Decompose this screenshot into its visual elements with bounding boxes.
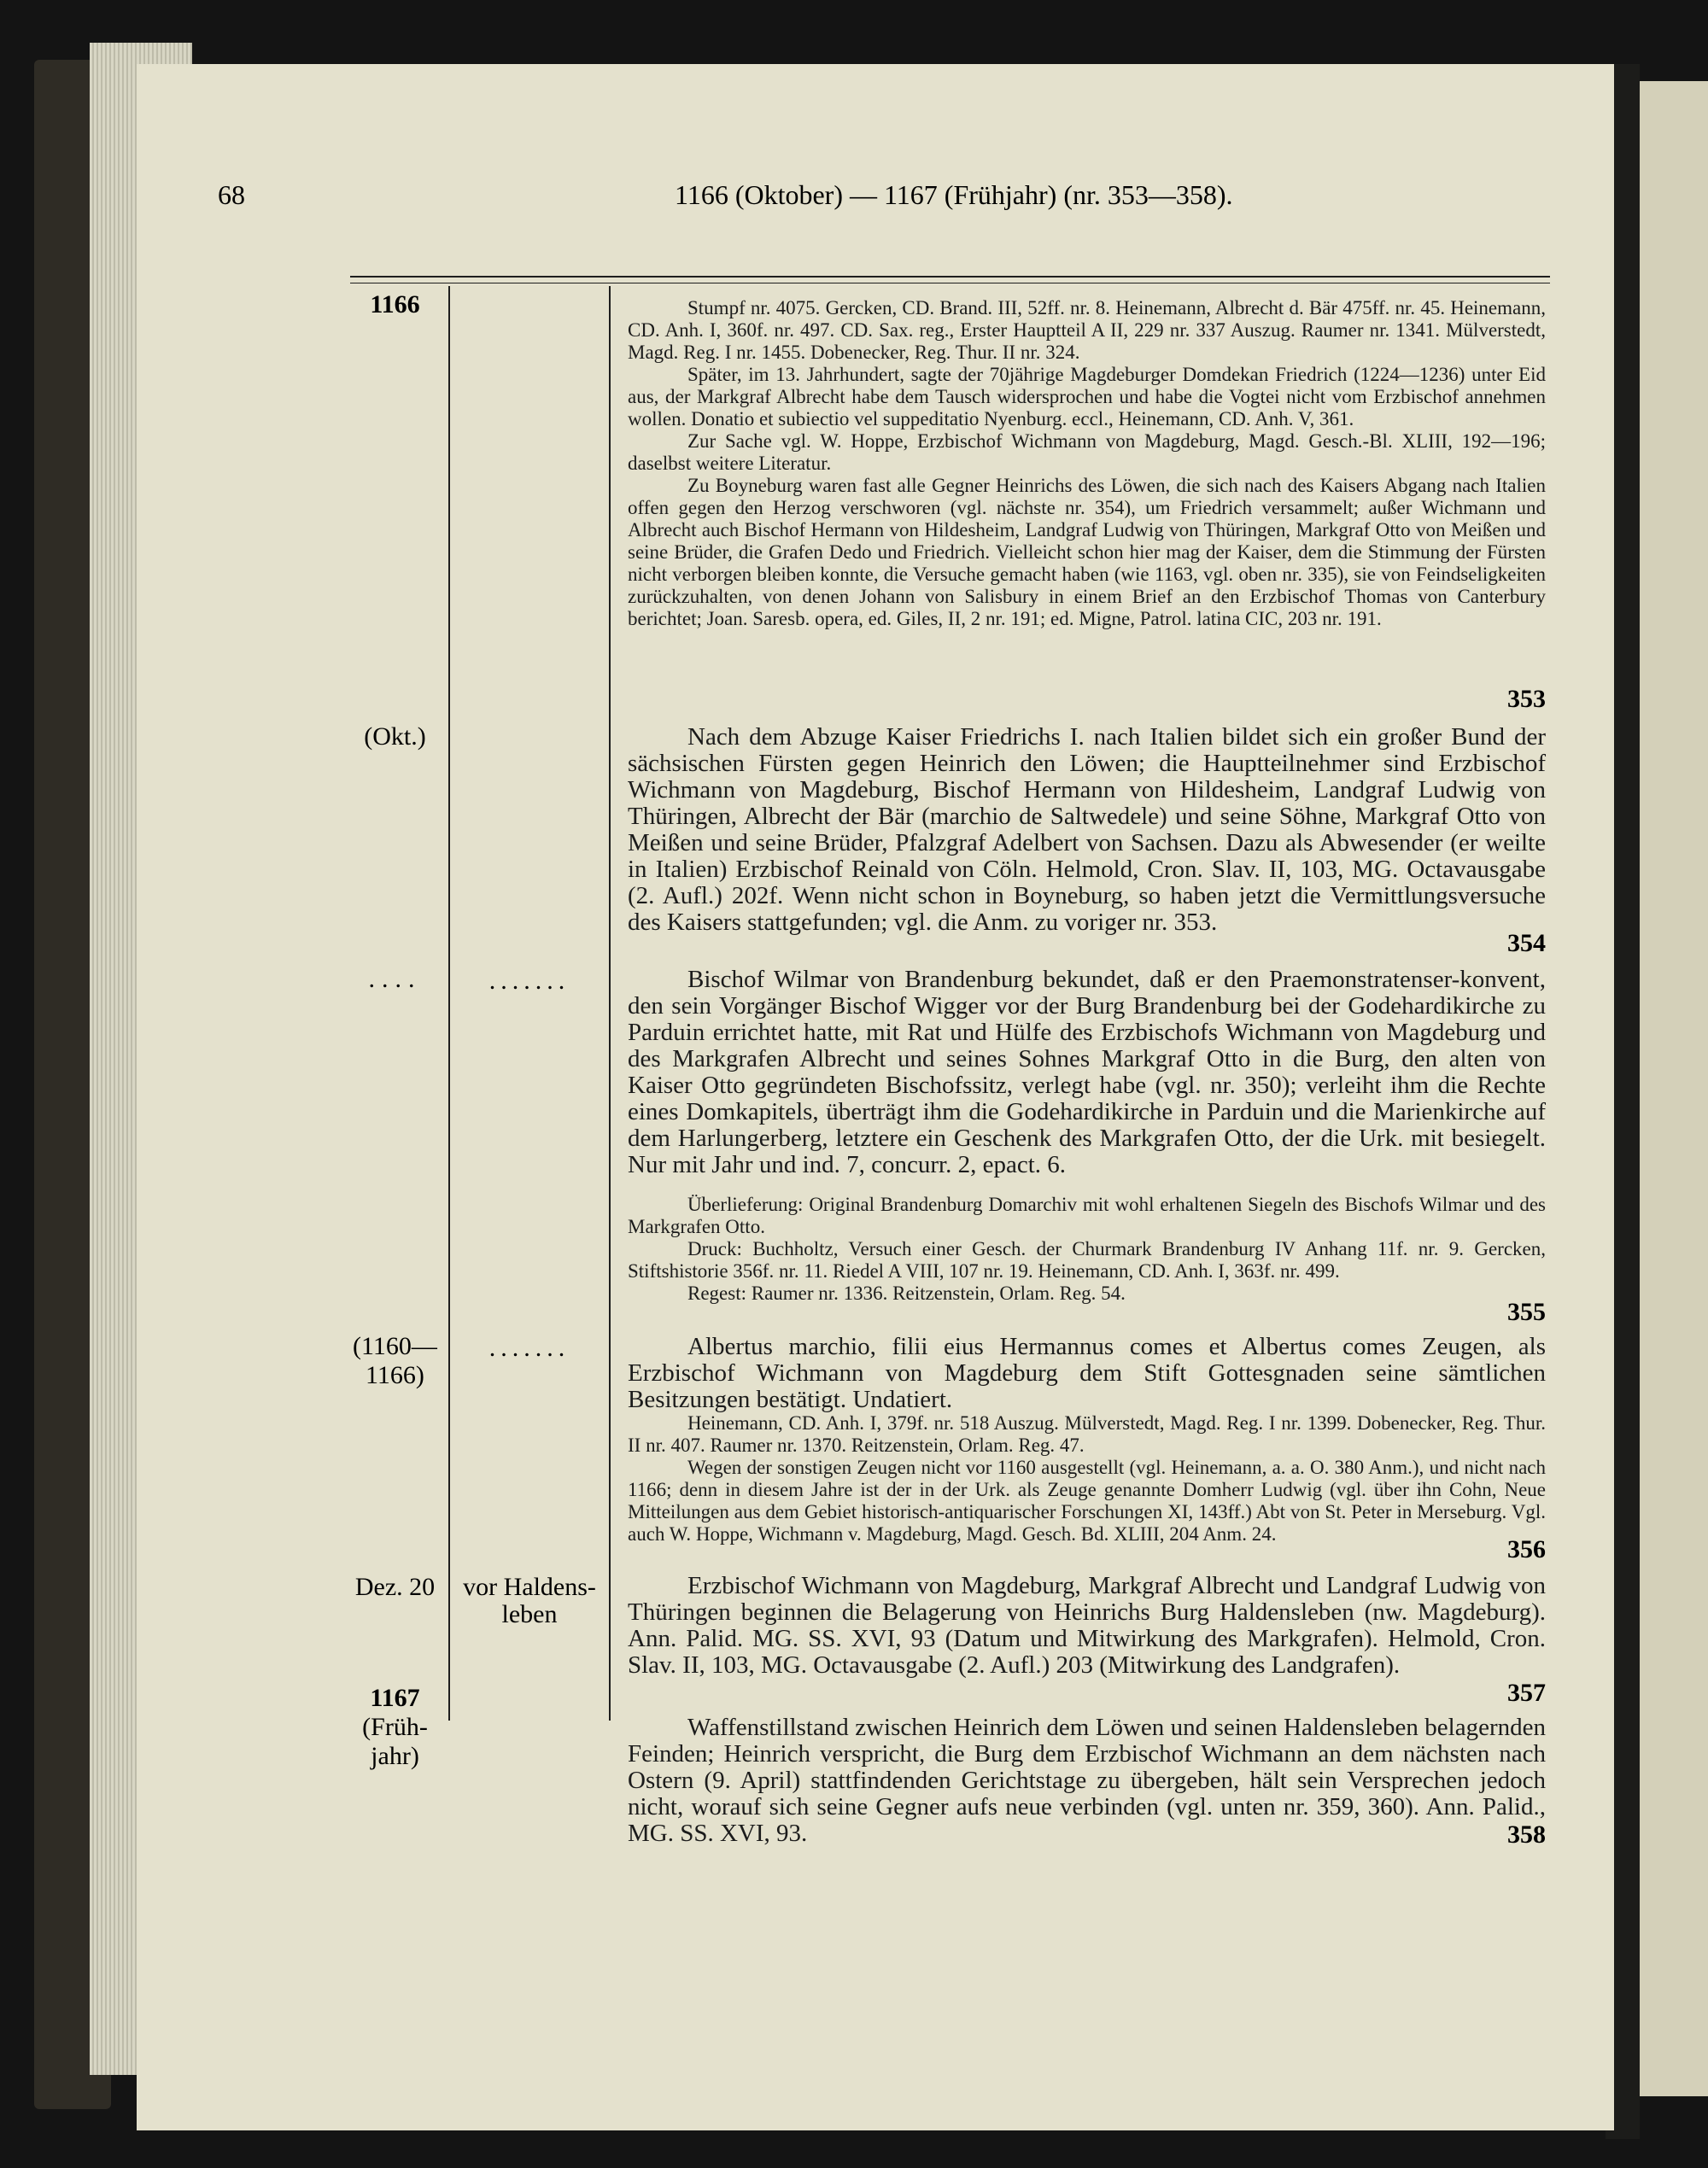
page-number: 68 xyxy=(218,179,245,210)
entry-356-notes xyxy=(628,1412,1546,1546)
entry-355-text: Bischof Wilmar von Brandenburg bekundet, daß er den Praemonstratenser-konvent, den sein Vorgänger Bischof Wigger vor der Burg Brandenburg bei der Godehardikirche zu Parduin errichtet hatte, mit Rat und Hülfe des Erzbischofs Wichmann von Magdeburg und des Markgrafen Albrecht und seines Sohnes Markgraf Otto in die Burg, den alten von Kaiser Otto gegründeten Bischofssitz, verlegt habe (vgl. nr. 350); verleiht ihm die Rechte eines Domkapitels, überträgt ihm die Godehardikirche in Parduin und die Marienkirche auf dem Harlungerberg, letztere ein Geschenk des Markgrafen Otto, der die Urk. mit besiegelt. Nur mit Jahr und ind. 7, concurr. 2, epact. 6. xyxy=(628,966,1546,1178)
note-paragraph: Heinemann, CD. Anh. I, 379f. nr. 518 Auszug. Mülverstedt, Magd. Reg. I nr. 1399. Dobenecker, Reg. Thur. II nr. 407. Raumer nr. 1370. Reitzenstein, Orlam. Reg. 47. xyxy=(628,1412,1546,1456)
entry-356-text: Albertus marchio, filii eius Hermannus comes et Albertus comes Zeugen, als Erzbischof Wichmann von Magdeburg dem Stift Gottesgnaden seine sämtlichen Besitzungen bestätigt. Undatiert. xyxy=(628,1333,1546,1413)
entry-353-notes xyxy=(628,297,1546,630)
note-paragraph: Überlieferung: Original Brandenburg Domarchiv mit wohl erhaltenen Siegeln des Bischofs Wilmar und des Markgrafen Otto. xyxy=(628,1194,1546,1237)
note-paragraph: Zur Sache vgl. W. Hoppe, Erzbischof Wichmann von Magdeburg, Magd. Gesch.-Bl. XLIII, 192—196; daselbst weitere Literatur. xyxy=(628,430,1546,474)
margin-date-fruh-2: jahr) xyxy=(371,1742,419,1770)
facing-page-edge xyxy=(1640,81,1708,2096)
margin-place-dots: ....... xyxy=(488,967,570,995)
margin-date-fruh-1: (Früh- xyxy=(362,1713,428,1741)
margin-year-1166: 1166 xyxy=(370,290,420,318)
entry-number-357: 357 xyxy=(1507,1679,1546,1707)
note-paragraph: Später, im 13. Jahrhundert, sagte der 70jährige Magdeburger Domdekan Friedrich (1224—1236) unter Eid aus, der Markgraf Albrecht habe dem Tausch widersprochen und habe die Vogtei nicht vom Erzbischof annehmen wollen. Donatio et subiectio vel suppeditatio Nyenburg. eccl., Heinemann, CD. Anh. V, 361. xyxy=(628,364,1546,430)
margin-date-okt: (Okt.) xyxy=(364,722,426,751)
margin-place-haldensleben-2: leben xyxy=(501,1600,558,1628)
margin-date-range-start: (1160— xyxy=(353,1332,437,1360)
entry-358-text: Waffenstillstand zwischen Heinrich dem Löwen und seinen Haldensleben belagernden Feinden; Heinrich verspricht, die Burg dem Erzbischof Wichmann an dem nächsten nach Ostern (9. April) stattfindenden Gerichtstage zu übergeben, hält sein Versprechen jedoch nicht, worauf sich seine Gegner aufs neue verbinden (vgl. unten nr. 359, 360). Ann. Palid., MG. SS. XVI, 93. xyxy=(628,1714,1546,1847)
margin-place-dots-2: ....... xyxy=(488,1334,570,1362)
margin-place-haldensleben-1: vor Haldens- xyxy=(463,1573,596,1601)
page-title: 1166 (Oktober) — 1167 (Frühjahr) (nr. 353—358). xyxy=(675,179,1233,210)
entry-number-355: 355 xyxy=(1507,1298,1546,1326)
note-paragraph: Druck: Buchholtz, Versuch einer Gesch. der Churmark Brandenburg IV Anhang 11f. nr. 9. Gercken, Stiftshistorie 356f. nr. 11. Riedel A VIII, 107 nr. 19. Heinemann, CD. Anh. I, 363f. nr. 499. xyxy=(628,1238,1546,1282)
entry-354-text: Nach dem Abzuge Kaiser Friedrichs I. nach Italien bildet sich ein großer Bund der sächsischen Fürsten gegen Heinrich den Löwen; die Hauptteilnehmer sind Erzbischof Wichmann von Magdeburg, Bischof Hermann von Hildesheim, Landgraf Ludwig von Thüringen, Albrecht der Bär (marchio de Saltwedele) und seine Söhne, Markgraf Otto von Meißen und seine Brüder, Pfalzgraf Adelbert von Sachsen. Dazu als Abwesender (er weilte in Italien) Erzbischof Reinald von Cöln. Helmold, Cron. Slav. II, 103, MG. Octavausgabe (2. Aufl.) 202f. Wenn nicht schon in Boyneburg, so haben jetzt die Vermittlungsversuche des Kaisers stattgefunden; vgl. die Anm. zu voriger nr. 353. xyxy=(628,723,1546,936)
column-divider-right xyxy=(609,286,611,1721)
header-rule-top xyxy=(350,276,1550,278)
entry-number-358: 358 xyxy=(1507,1820,1546,1849)
note-paragraph: Wegen der sonstigen Zeugen nicht vor 1160 ausgestellt (vgl. Heinemann, a. a. O. 380 Anm.), und nicht nach 1166; denn in diesem Jahre ist der in der Urk. als Zeuge genannte Domherr Ludwig (vgl. über ihn Cohn, Neue Mitteilungen aus dem Gebiet historisch-antiquarischer Forschungen XI, 143ff.) Abt von St. Peter in Merseburg. Vgl. auch W. Hoppe, Wichmann v. Magdeburg, Magd. Gesch. Bd. XLIII, 204 Anm. 24. xyxy=(628,1457,1546,1545)
margin-year-1167: 1167 xyxy=(370,1684,420,1712)
note-paragraph: Zu Boyneburg waren fast alle Gegner Heinrichs des Löwen, die sich nach des Kaisers Abgang nach Italien offen gegen den Herzog verschworen (vgl. nächste nr. 354), um Friedrich versammelt; außer Wichmann und Albrecht auch Bischof Hermann von Hildesheim, Landgraf Ludwig von Thüringen, Markgraf Otto von Meißen und seine Brüder, die Grafen Dedo und Friedrich. Vielleicht schon hier mag der Kaiser, dem die Stimmung der Fürsten nicht verborgen bleiben konnte, die Versuche gemacht haben (wie 1163, vgl. oben nr. 335), sie von Feindseligkeiten zurückzuhalten, von denen Johann von Salisbury in einem Brief an den Erzbischof Thomas von Canterbury berichtet; Joan. Saresb. opera, ed. Giles, II, 2 nr. 191; ed. Migne, Patrol. latina CIC, 203 nr. 191. xyxy=(628,475,1546,629)
margin-date-dots: .... xyxy=(368,965,422,993)
note-paragraph: Stumpf nr. 4075. Gercken, CD. Brand. III, 52ff. nr. 8. Heinemann, Albrecht d. Bär 475ff. nr. 45. Heinemann, CD. Anh. I, 360f. nr. 497. CD. Sax. reg., Erster Hauptteil A II, 229 nr. 337 Auszug. Raumer nr. 1341. Mülverstedt, Magd. Reg. I nr. 1455. Dobenecker, Reg. Thur. II nr. 324. xyxy=(628,297,1546,363)
entry-number-353: 353 xyxy=(1507,685,1546,713)
entry-357-text: Erzbischof Wichmann von Magdeburg, Markgraf Albrecht und Landgraf Ludwig von Thüringen beginnen die Belagerung von Heinrichs Burg Haldensleben (nw. Magdeburg). Ann. Palid. MG. SS. XVI, 93 (Datum und Mitwirkung des Markgrafen). Helmold, Cron. Slav. II, 103, MG. Octavausgabe (2. Aufl.) 203 (Mitwirkung des Landgrafen). xyxy=(628,1572,1546,1679)
column-divider-left xyxy=(448,286,450,1721)
note-paragraph: Regest: Raumer nr. 1336. Reitzenstein, Orlam. Reg. 54. xyxy=(687,1283,1126,1304)
entry-number-354: 354 xyxy=(1507,929,1546,957)
margin-date-dez: Dez. 20 xyxy=(354,1573,436,1601)
entry-number-356: 356 xyxy=(1507,1535,1546,1563)
margin-date-range-end: 1166) xyxy=(366,1361,424,1389)
entry-355-notes xyxy=(628,1194,1546,1305)
